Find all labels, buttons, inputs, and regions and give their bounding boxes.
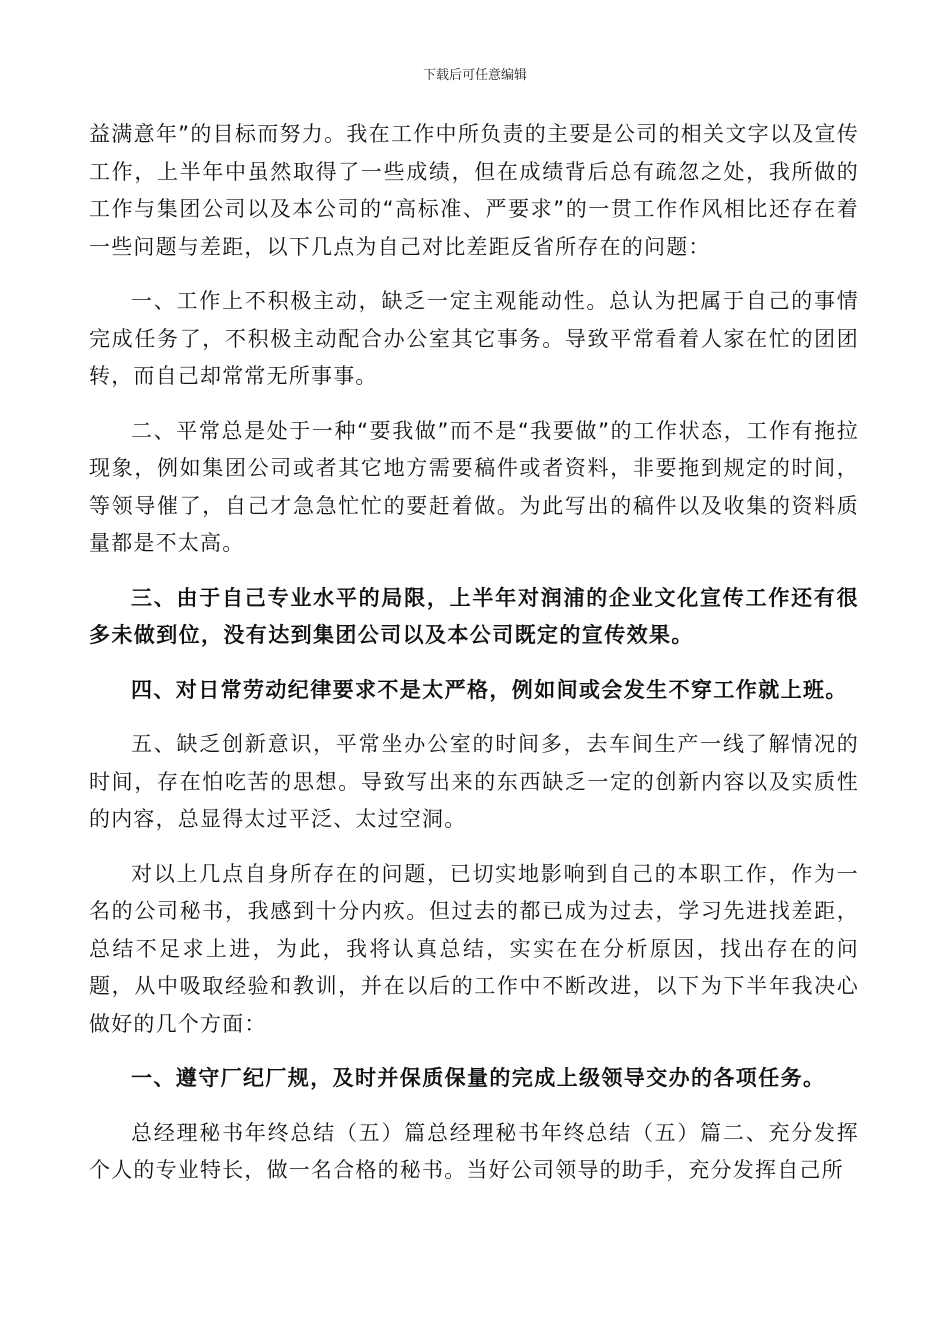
paragraph-issue-5: 五、缺乏创新意识，平常坐办公室的时间多，去车间生产一线了解情况的时间，存在怕吃苦的思想。导致写出来的东西缺乏一定的创新内容以及实质性的内容，总显得太过平泛、太过空洞。 (89, 732, 859, 831)
paragraph-issue-2: 二、平常总是处于一种“要我做”而不是“我要做”的工作状态，工作有拖拉现象，例如集团公司或者其它地方需要稿件或者资料，非要拖到规定的时间，等领导催了，自己才急急忙忙的要赶着做。为此写出的稿件以及收集的资料质量都是不太高。 (89, 418, 859, 555)
paragraph-issue-4: 四、对日常劳动纪律要求不是太严格，例如间或会发生不穿工作就上班。 (131, 677, 848, 702)
paragraph-issue-1: 一、工作上不积极主动，缺乏一定主观能动性。总认为把属于自己的事情完成任务了，不积极主动配合办公室其它事务。导致平常看着人家在忙的团团转，而自己却常常无所事事。 (89, 289, 859, 388)
document-body (89, 116, 859, 1207)
paragraph-issue-3: 三、由于自己专业水平的局限，上半年对润浦的企业文化宣传工作还有很多未做到位，没有达到集团公司以及本公司既定的宣传效果。 (89, 585, 859, 647)
paragraph-intro: 益满意年”的目标而努力。我在工作中所负责的主要是公司的相关文字以及宣传工作，上半年中虽然取得了一些成绩，但在成绩背后总有疏忽之处，我所做的工作与集团公司以及本公司的“高标准、严要求”的一贯工作作风相比还存在着一些问题与差距，以下几点为自己对比差距反省所存在的问题： (89, 122, 859, 259)
paragraph-plan-1: 一、遵守厂纪厂规，及时并保质保量的完成上级领导交办的各项任务。 (131, 1066, 826, 1090)
paragraph-reflection: 对以上几点自身所存在的问题，已切实地影响到自己的本职工作，作为一名的公司秘书，我感到十分内疚。但过去的都已成为过去，学习先进找差距，总结不足求上进，为此，我将认真总结，实实在在分析原因，找出存在的问题，从中吸取经验和教训，并在以后的工作中不断改进，以下为下半年我决心做好的几个方面： (89, 861, 859, 1036)
page-header: 下载后可任意编辑 (422, 68, 527, 83)
paragraph-plan-2: 总经理秘书年终总结（五）篇总经理秘书年终总结（五）篇二、充分发挥个人的专业特长，做一名合格的秘书。当好公司领导的助手，充分发挥自己所 (89, 1120, 859, 1182)
